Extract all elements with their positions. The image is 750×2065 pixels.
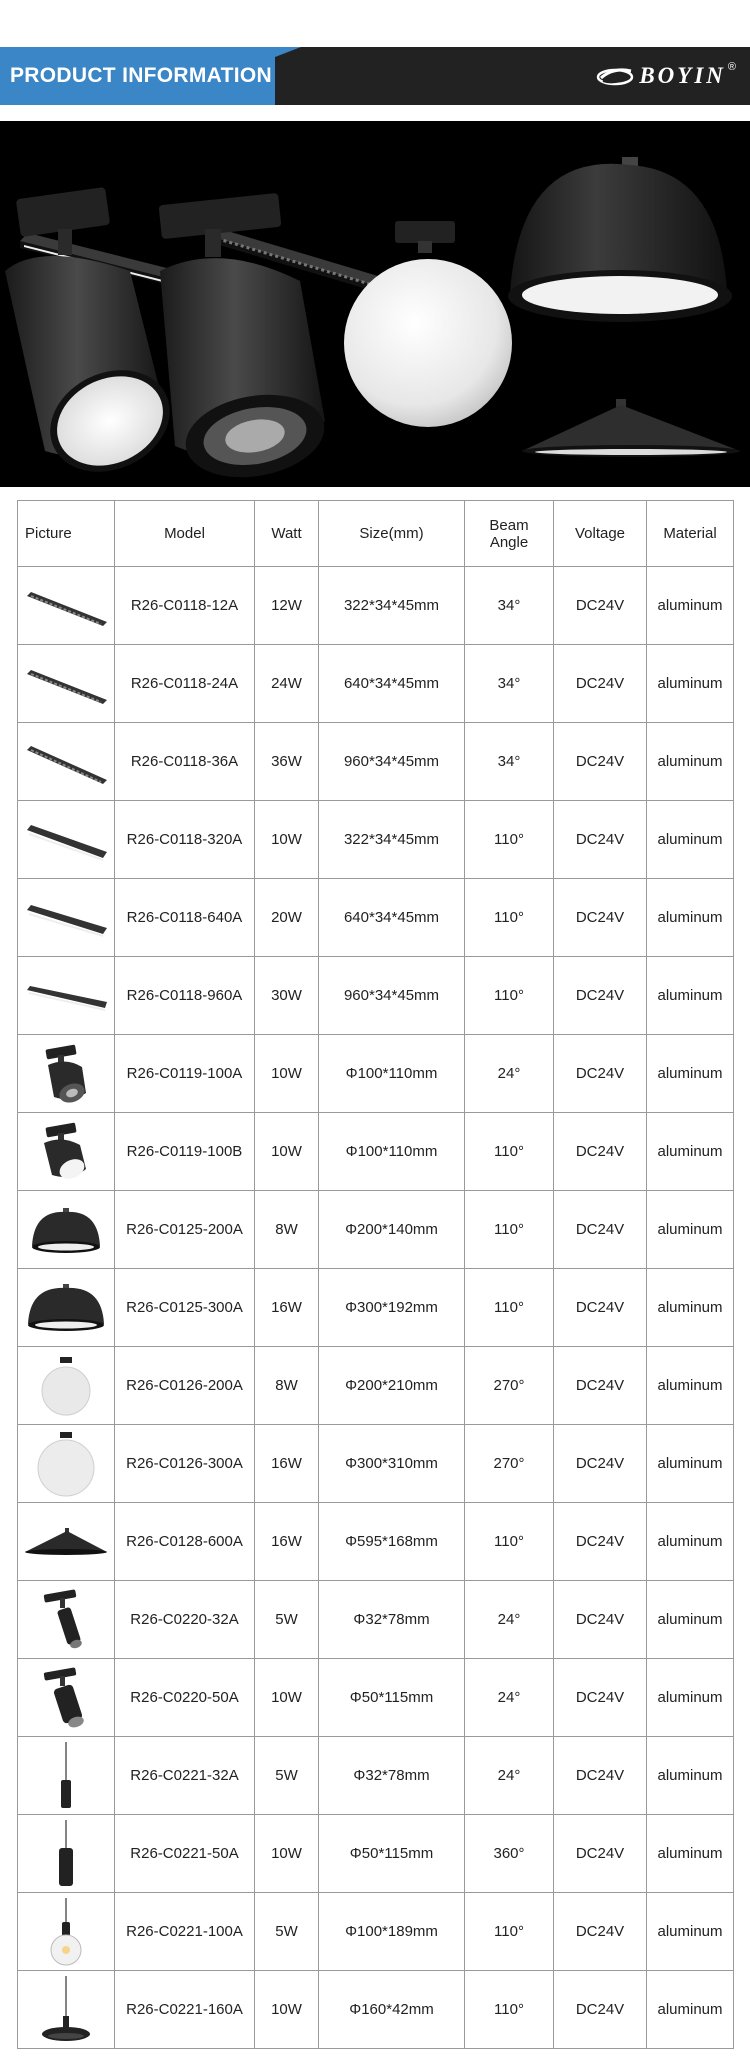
table-row: [18, 1893, 734, 1971]
spotlight-icon: [36, 1119, 96, 1185]
picture-cell: [18, 1893, 115, 1971]
beam-angle-cell: 270°: [465, 1425, 554, 1503]
column-header-size: Size(mm): [319, 501, 465, 567]
size-cell: Φ200*140mm: [319, 1191, 465, 1269]
model-cell: R26-C0126-300A: [115, 1425, 255, 1503]
size-cell: Φ300*192mm: [319, 1269, 465, 1347]
model-cell: R26-C0119-100B: [115, 1113, 255, 1191]
model-cell: R26-C0119-100A: [115, 1035, 255, 1113]
beam-angle-cell: 110°: [465, 801, 554, 879]
beam-angle-cell: 110°: [465, 1191, 554, 1269]
voltage-cell: DC24V: [554, 1737, 647, 1815]
watt-cell: 5W: [255, 1581, 319, 1659]
beam-angle-cell: 360°: [465, 1815, 554, 1893]
material-cell: aluminum: [647, 1581, 734, 1659]
beam-angle-cell: 110°: [465, 1113, 554, 1191]
watt-cell: 30W: [255, 957, 319, 1035]
disc-pendant-icon: [36, 1974, 96, 2046]
size-cell: Φ32*78mm: [319, 1737, 465, 1815]
cylinder-pendant-icon: [46, 1818, 86, 1890]
beam-angle-cell: 24°: [465, 1581, 554, 1659]
brand-logo: [595, 59, 736, 93]
watt-cell: 24W: [255, 645, 319, 723]
globe-pendant-icon: [344, 221, 512, 427]
mini-spotlight-icon: [36, 1664, 96, 1732]
size-cell: Φ32*78mm: [319, 1581, 465, 1659]
voltage-cell: DC24V: [554, 1815, 647, 1893]
material-cell: aluminum: [647, 1425, 734, 1503]
model-cell: R26-C0118-12A: [115, 567, 255, 645]
voltage-cell: DC24V: [554, 1269, 647, 1347]
material-cell: aluminum: [647, 1503, 734, 1581]
beam-angle-cell: 24°: [465, 1035, 554, 1113]
picture-cell: [18, 957, 115, 1035]
model-cell: R26-C0118-320A: [115, 801, 255, 879]
dome-pendant-icon: [26, 1200, 106, 1260]
beam-angle-cell: 270°: [465, 1347, 554, 1425]
voltage-cell: DC24V: [554, 1581, 647, 1659]
beam-angle-cell: 110°: [465, 879, 554, 957]
voltage-cell: DC24V: [554, 1971, 647, 2049]
spec-table: [17, 500, 734, 2049]
beam-angle-cell: 34°: [465, 567, 554, 645]
model-cell: R26-C0118-640A: [115, 879, 255, 957]
material-cell: aluminum: [647, 1191, 734, 1269]
model-cell: R26-C0128-600A: [115, 1503, 255, 1581]
size-cell: 640*34*45mm: [319, 879, 465, 957]
table-row: [18, 723, 734, 801]
beam-angle-cell: 110°: [465, 957, 554, 1035]
material-cell: aluminum: [647, 1113, 734, 1191]
model-cell: R26-C0126-200A: [115, 1347, 255, 1425]
material-cell: aluminum: [647, 957, 734, 1035]
watt-cell: 10W: [255, 1659, 319, 1737]
watt-cell: 10W: [255, 1113, 319, 1191]
material-cell: aluminum: [647, 1737, 734, 1815]
material-cell: aluminum: [647, 645, 734, 723]
dome-pendant-icon: [24, 1278, 108, 1338]
material-cell: aluminum: [647, 1815, 734, 1893]
watt-cell: 10W: [255, 801, 319, 879]
table-row: [18, 957, 734, 1035]
model-cell: R26-C0221-160A: [115, 1971, 255, 2049]
picture-cell: [18, 1191, 115, 1269]
model-cell: R26-C0220-32A: [115, 1581, 255, 1659]
table-row: [18, 1737, 734, 1815]
voltage-cell: DC24V: [554, 723, 647, 801]
watt-cell: 16W: [255, 1269, 319, 1347]
watt-cell: 10W: [255, 1815, 319, 1893]
beam-angle-cell: 110°: [465, 1893, 554, 1971]
page-title: PRODUCT INFORMATION: [10, 64, 272, 87]
material-cell: aluminum: [647, 1269, 734, 1347]
picture-cell: [18, 1425, 115, 1503]
beam-angle-cell: 110°: [465, 1971, 554, 2049]
voltage-cell: DC24V: [554, 567, 647, 645]
mini-spotlight-icon: [36, 1586, 96, 1654]
grille-linear-light-icon: [21, 578, 111, 634]
table-row: [18, 1503, 734, 1581]
material-cell: aluminum: [647, 1971, 734, 2049]
watt-cell: 16W: [255, 1425, 319, 1503]
globe-pendant-icon: [36, 1353, 96, 1419]
voltage-cell: DC24V: [554, 801, 647, 879]
picture-cell: [18, 1737, 115, 1815]
size-cell: 960*34*45mm: [319, 957, 465, 1035]
linear-light-icon: [21, 968, 111, 1024]
linear-light-icon: [21, 890, 111, 946]
column-header-picture: Picture: [18, 501, 115, 567]
voltage-cell: DC24V: [554, 957, 647, 1035]
column-header-model: Model: [115, 501, 255, 567]
watt-cell: 5W: [255, 1893, 319, 1971]
column-header-voltage: Voltage: [554, 501, 647, 567]
picture-cell: [18, 1503, 115, 1581]
watt-cell: 36W: [255, 723, 319, 801]
registered-mark: ®: [727, 61, 736, 73]
picture-cell: [18, 1581, 115, 1659]
cone-pendant-icon: [21, 1522, 111, 1562]
picture-cell: [18, 879, 115, 957]
globe-pendant-icon: [33, 1430, 99, 1498]
model-cell: R26-C0118-24A: [115, 645, 255, 723]
watt-cell: 20W: [255, 879, 319, 957]
table-header-row: [18, 501, 734, 567]
size-cell: 322*34*45mm: [319, 567, 465, 645]
table-row: [18, 567, 734, 645]
picture-cell: [18, 801, 115, 879]
table-row: [18, 1269, 734, 1347]
size-cell: Φ100*110mm: [319, 1113, 465, 1191]
picture-cell: [18, 645, 115, 723]
watt-cell: 10W: [255, 1035, 319, 1113]
table-row: [18, 1971, 734, 2049]
voltage-cell: DC24V: [554, 1035, 647, 1113]
model-cell: R26-C0125-300A: [115, 1269, 255, 1347]
beam-angle-cell: 34°: [465, 645, 554, 723]
watt-cell: 5W: [255, 1737, 319, 1815]
size-cell: Φ50*115mm: [319, 1815, 465, 1893]
spotlight-icon: [5, 187, 186, 487]
beam-angle-cell: 24°: [465, 1737, 554, 1815]
cylinder-pendant-icon: [46, 1740, 86, 1812]
picture-cell: [18, 1659, 115, 1737]
material-cell: aluminum: [647, 1659, 734, 1737]
voltage-cell: DC24V: [554, 1659, 647, 1737]
size-cell: 960*34*45mm: [319, 723, 465, 801]
beam-angle-cell: 34°: [465, 723, 554, 801]
size-cell: Φ100*110mm: [319, 1035, 465, 1113]
material-cell: aluminum: [647, 879, 734, 957]
hero-product-photo: [0, 121, 750, 487]
grille-linear-light-icon: [21, 734, 111, 790]
cone-pendant-icon: [522, 399, 740, 457]
voltage-cell: DC24V: [554, 1347, 647, 1425]
grille-linear-light-icon: [21, 656, 111, 712]
table-row: [18, 1425, 734, 1503]
material-cell: aluminum: [647, 1035, 734, 1113]
table-row: [18, 645, 734, 723]
model-cell: R26-C0221-100A: [115, 1893, 255, 1971]
table-row: [18, 1815, 734, 1893]
table-row: [18, 1659, 734, 1737]
size-cell: Φ100*189mm: [319, 1893, 465, 1971]
size-cell: Φ595*168mm: [319, 1503, 465, 1581]
size-cell: Φ50*115mm: [319, 1659, 465, 1737]
brand-name: BOYIN: [639, 63, 726, 88]
picture-cell: [18, 1035, 115, 1113]
picture-cell: [18, 1971, 115, 2049]
material-cell: aluminum: [647, 1347, 734, 1425]
material-cell: aluminum: [647, 567, 734, 645]
material-cell: aluminum: [647, 723, 734, 801]
voltage-cell: DC24V: [554, 879, 647, 957]
watt-cell: 8W: [255, 1347, 319, 1425]
size-cell: Φ300*310mm: [319, 1425, 465, 1503]
column-header-material: Material: [647, 501, 734, 567]
table-row: [18, 1035, 734, 1113]
voltage-cell: DC24V: [554, 1425, 647, 1503]
dome-pendant-icon: [508, 157, 732, 322]
size-cell: 322*34*45mm: [319, 801, 465, 879]
watt-cell: 10W: [255, 1971, 319, 2049]
size-cell: 640*34*45mm: [319, 645, 465, 723]
watt-cell: 16W: [255, 1503, 319, 1581]
table-row: [18, 1113, 734, 1191]
table-row: [18, 1347, 734, 1425]
voltage-cell: DC24V: [554, 1113, 647, 1191]
beam-angle-cell: 24°: [465, 1659, 554, 1737]
picture-cell: [18, 1113, 115, 1191]
model-cell: R26-C0221-50A: [115, 1815, 255, 1893]
beam-angle-cell: 110°: [465, 1269, 554, 1347]
model-cell: R26-C0118-36A: [115, 723, 255, 801]
title-tab-notch: [275, 47, 301, 57]
model-cell: R26-C0221-32A: [115, 1737, 255, 1815]
column-header-watt: Watt: [255, 501, 319, 567]
watt-cell: 8W: [255, 1191, 319, 1269]
model-cell: R26-C0118-960A: [115, 957, 255, 1035]
model-cell: R26-C0220-50A: [115, 1659, 255, 1737]
linear-light-icon: [21, 812, 111, 868]
picture-cell: [18, 1347, 115, 1425]
voltage-cell: DC24V: [554, 645, 647, 723]
table-row: [18, 801, 734, 879]
beam-angle-cell: 110°: [465, 1503, 554, 1581]
watt-cell: 12W: [255, 567, 319, 645]
voltage-cell: DC24V: [554, 1893, 647, 1971]
material-cell: aluminum: [647, 801, 734, 879]
voltage-cell: DC24V: [554, 1191, 647, 1269]
picture-cell: [18, 567, 115, 645]
bulb-pendant-icon: [44, 1896, 88, 1968]
column-header-beam-angle: Beam Angle: [465, 501, 554, 567]
picture-cell: [18, 1815, 115, 1893]
picture-cell: [18, 723, 115, 801]
table-row: [18, 1581, 734, 1659]
material-cell: aluminum: [647, 1893, 734, 1971]
picture-cell: [18, 1269, 115, 1347]
size-cell: Φ160*42mm: [319, 1971, 465, 2049]
size-cell: Φ200*210mm: [319, 1347, 465, 1425]
cob-spotlight-icon: [36, 1041, 96, 1107]
table-row: [18, 1191, 734, 1269]
table-row: [18, 879, 734, 957]
boyin-swoosh-icon: [595, 63, 635, 89]
header-banner: [0, 47, 750, 105]
model-cell: R26-C0125-200A: [115, 1191, 255, 1269]
voltage-cell: DC24V: [554, 1503, 647, 1581]
